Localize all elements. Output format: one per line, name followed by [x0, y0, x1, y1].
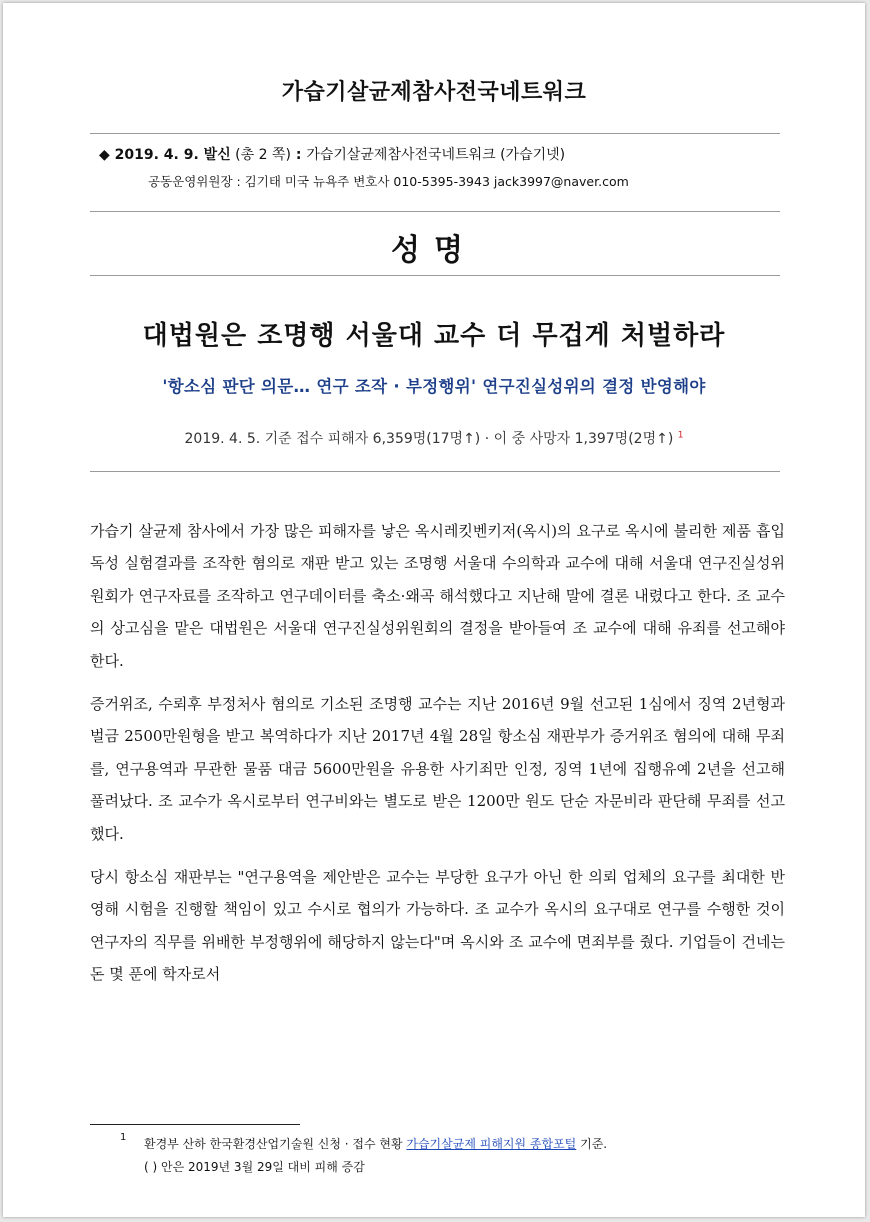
- portal-link[interactable]: 가습기살균제 피해지원 종합포털: [406, 1137, 577, 1151]
- footnote-number: 1: [120, 1132, 127, 1143]
- headline: 대법원은 조명행 서울대 교수 더 무겁게 처벌하라: [142, 321, 726, 351]
- statement-label: 성명: [391, 233, 477, 268]
- footnote-rule: [90, 1124, 300, 1125]
- footnote-line-1: [144, 1135, 607, 1152]
- issue-org: 가습기살균제참사전국네트워크 (가습기넷): [306, 147, 566, 163]
- paragraph-3: 당시 항소심 재판부는 "연구용역을 제안받은 교수는 부당한 요구가 아닌 한 의뢰 업체의 요구를 최대한 반영해 시험을 진행할 책임이 있고 수시로 협의가 가능하다. 조 교수가 옥시의 요구대로 연구를 수행한 것이 연구자의 직무를 위배한 부정행위에 해당하지 않는다"며 옥시와 조 교수에 면죄부를 줬다. 기업들이 건네는 돈 몇 푼에 학자로서: [90, 868, 785, 984]
- issue-date: ◆ 2019. 4. 9. 발신: [99, 147, 231, 163]
- subheadline: '항소심 판단 의문… 연구 조작 · 부정행위' 연구진실성위의 결정 반영해야: [162, 377, 706, 396]
- paragraph-2: 증거위조, 수뢰후 부정처사 혐의로 기소된 조명행 교수는 지난 2016년 9월 선고된 1심에서 징역 2년형과 벌금 2500만원형을 받고 복역하다가 지난 2017년 4월 28일 항소심 재판부가 증거위조 혐의에 대해 무죄를, 연구용역과 무관한 물품 대금 5600만원을 유용한 사기죄만 인정, 징역 1년에 집행유예 2년을 선고해 풀려났다. 조 교수가 옥시로부터 연구비와는 별도로 받은 1200만 원도 단순 자문비라 판단해 무죄를 선고했다.: [90, 695, 785, 843]
- victim-stats: [3, 428, 865, 448]
- victim-stats-text: 2019. 4. 5. 기준 접수 피해자 6,359명(17명↑) · 이 중 사망자 1,397명(2명↑): [184, 431, 678, 447]
- document-page: [3, 3, 865, 1217]
- body-text: [90, 515, 785, 1002]
- issue-separator: :: [290, 147, 307, 163]
- paragraph-1: 가습기 살균제 참사에서 가장 많은 피해자를 낳은 옥시레킷벤키저(옥시)의 요구로 옥시에 불리한 제품 흡입 독성 실험결과를 조작한 혐의로 재판 받고 있는 조명행 서울대 수의학과 교수에 대해 서울대 연구진실성위원회가 연구자료를 조작하고 연구데이터를 축소·왜곡 해석했다고 지난해 말에 결론 내렸다고 한다. 조 교수의 상고심을 맡은 대법원은 서울대 연구진실성위원회의 결정을 받아들여 조 교수에 대해 유죄를 선고해야 한다.: [90, 522, 785, 670]
- issue-pages: (총 2 쪽): [230, 147, 291, 163]
- org-title: 가습기살균제참사전국네트워크: [281, 80, 587, 105]
- divider: [90, 211, 780, 212]
- contact-line: 공동운영위원장 : 김기태 미국 뉴욕주 변호사 010-5395-3943 jack3997@naver.com: [148, 174, 629, 189]
- footnote-ref[interactable]: 1: [677, 430, 684, 441]
- divider: [90, 275, 780, 276]
- footnote-suffix: 기준.: [576, 1137, 608, 1151]
- footnote-line-2: ( ) 안은 2019년 3월 29일 대비 피해 증감: [144, 1160, 365, 1174]
- divider: [90, 471, 780, 472]
- issue-line: [99, 144, 565, 164]
- footnote-prefix: 환경부 산하 한국환경산업기술원 신청 · 접수 현황: [144, 1137, 407, 1151]
- divider: [90, 133, 780, 134]
